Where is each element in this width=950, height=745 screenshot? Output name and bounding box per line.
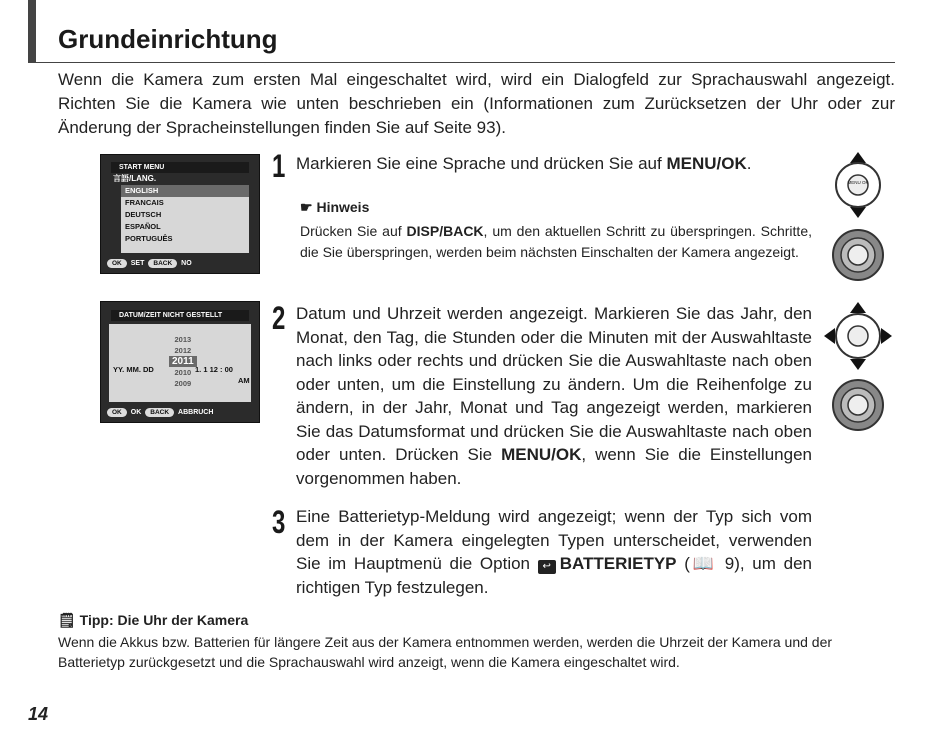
hint-text-part: , um den aktuellen Schritt zu überspringen. Schritte, die Sie überspringen, werden beim nächsten Einschalten der Kamera angezeigt.: [300, 223, 812, 260]
title-accent-bar: [28, 0, 36, 63]
step-text: [296, 505, 812, 599]
step-text-part: Datum und Uhrzeit werden angezeigt. Markieren Sie das Jahr, den Monat, den Tag, die Stunden oder die Minuten mit der Auswahltaste nach links oder rechts und drücken Sie die Auswahltaste nach oben oder unten, um die Einstellung zu ändern. Um die Reihenfolge zu ändern, in der Jahr, Monat und Tag angezeigt werden, markieren Sie das Datumsformat und drücken Sie die Auswahltaste nach oben oder unten. Drücken Sie: [296, 304, 812, 464]
battery-icon: ↩: [538, 560, 556, 574]
ok-pill-label: OK: [130, 409, 142, 416]
date-screen-illustration: [100, 301, 260, 423]
pointing-hand-icon: ☛: [300, 199, 317, 215]
date-panel: [109, 324, 251, 402]
year-item: 2010: [174, 368, 192, 377]
language-item-selected: ENGLISH: [121, 185, 249, 197]
hint-text: [300, 221, 812, 263]
ok-pill: OK: [107, 259, 127, 268]
pad-label: MENU OK: [847, 180, 869, 185]
step-text-part: Markieren Sie eine Sprache und drücken Sie auf: [296, 154, 667, 173]
control-pad-up-down-icon: [826, 152, 890, 218]
date-time-values: 1. 1 12 : 00: [195, 365, 233, 374]
tip-text: Wenn die Akkus bzw. Batterien für längere Zeit aus der Kamera entnommen werden, werden die Uhrzeit der Kamera und der Batterietyp zurückgesetzt und die Sprachauswahl wird anzeigt, wenn die Kamera eingeschaltet wird.: [58, 634, 833, 670]
tip-icon: 🗒: [58, 612, 80, 628]
language-item: FRANCAIS: [125, 198, 164, 207]
step-number: 3: [272, 504, 286, 540]
step-text: [296, 152, 796, 176]
step-text-part: Eine Batterietyp-Meldung wird angezeigt; wenn der Typ sich vom dem in der Kamera eingelegten Typen unterscheidet, verwenden Sie im Hauptmenü die Option: [296, 507, 812, 573]
language-item: ESPAÑOL: [125, 222, 161, 231]
control-pad-press-icon: [831, 228, 885, 282]
hint-bold: DISP/BACK: [406, 223, 484, 239]
hint-title: Hinweis: [316, 199, 370, 215]
step-text-part: , wenn Sie die Einstellungen vorgenommen haben.: [296, 445, 812, 488]
ampm-indicator: AM: [238, 376, 250, 385]
ok-pill: OK: [107, 408, 127, 417]
hint-heading: [300, 199, 369, 216]
step-bold: MENU/OK: [666, 154, 747, 173]
back-pill: BACK: [145, 408, 174, 417]
control-pad-four-way-icon: [824, 302, 892, 370]
step-bold: BATTERIETYP: [559, 554, 677, 573]
screen-footer: [107, 259, 192, 268]
step-text-part: (📖 9), um den richtigen Typ festzulegen.: [296, 554, 812, 597]
language-label: 言語/LANG.: [113, 174, 157, 183]
page-title: Grundeinrichtung: [58, 24, 278, 54]
language-item: PORTUGUÊS: [125, 234, 173, 243]
ok-pill-label: SET: [130, 260, 145, 267]
page-number: 14: [28, 704, 49, 724]
control-pad-press-icon: [831, 378, 885, 432]
screen-header: START MENU: [111, 162, 249, 173]
step-text-part: .: [746, 154, 752, 173]
language-screen-illustration: [100, 154, 260, 274]
screen-header: DATUM/ZEIT NICHT GESTELLT: [111, 310, 249, 321]
date-format-label: YY. MM. DD: [113, 365, 154, 374]
language-item: DEUTSCH: [125, 210, 162, 219]
back-pill: BACK: [148, 259, 177, 268]
language-list: [121, 185, 249, 253]
step-number: 2: [272, 300, 286, 336]
back-pill-label: ABBRUCH: [178, 409, 214, 416]
year-item-selected: 2011: [169, 356, 197, 367]
tip-heading: [58, 612, 248, 629]
hint-text-part: Drücken Sie auf: [300, 223, 407, 239]
intro-paragraph: Wenn die Kamera zum ersten Mal eingeschaltet wird, wird ein Dialogfeld zur Sprachauswahl angezeigt. Richten Sie die Kamera wie unten beschrieben ein (Informationen zum Zurücksetzen der Uhr oder zur Änderung der Spracheinstellungen finden Sie auf Seite 93).: [58, 70, 895, 137]
back-pill-label: NO: [181, 260, 192, 267]
year-item: 2012: [174, 346, 192, 355]
tip-title: Tipp: Die Uhr der Kamera: [79, 612, 249, 628]
title-rule: [28, 62, 895, 63]
year-item: 2009: [174, 379, 192, 388]
screen-footer: [107, 408, 213, 417]
year-list: [169, 334, 197, 389]
step-text: [296, 302, 812, 490]
step-number: 1: [272, 148, 286, 184]
year-item: 2013: [174, 335, 192, 344]
step-bold: MENU/OK: [501, 445, 582, 464]
